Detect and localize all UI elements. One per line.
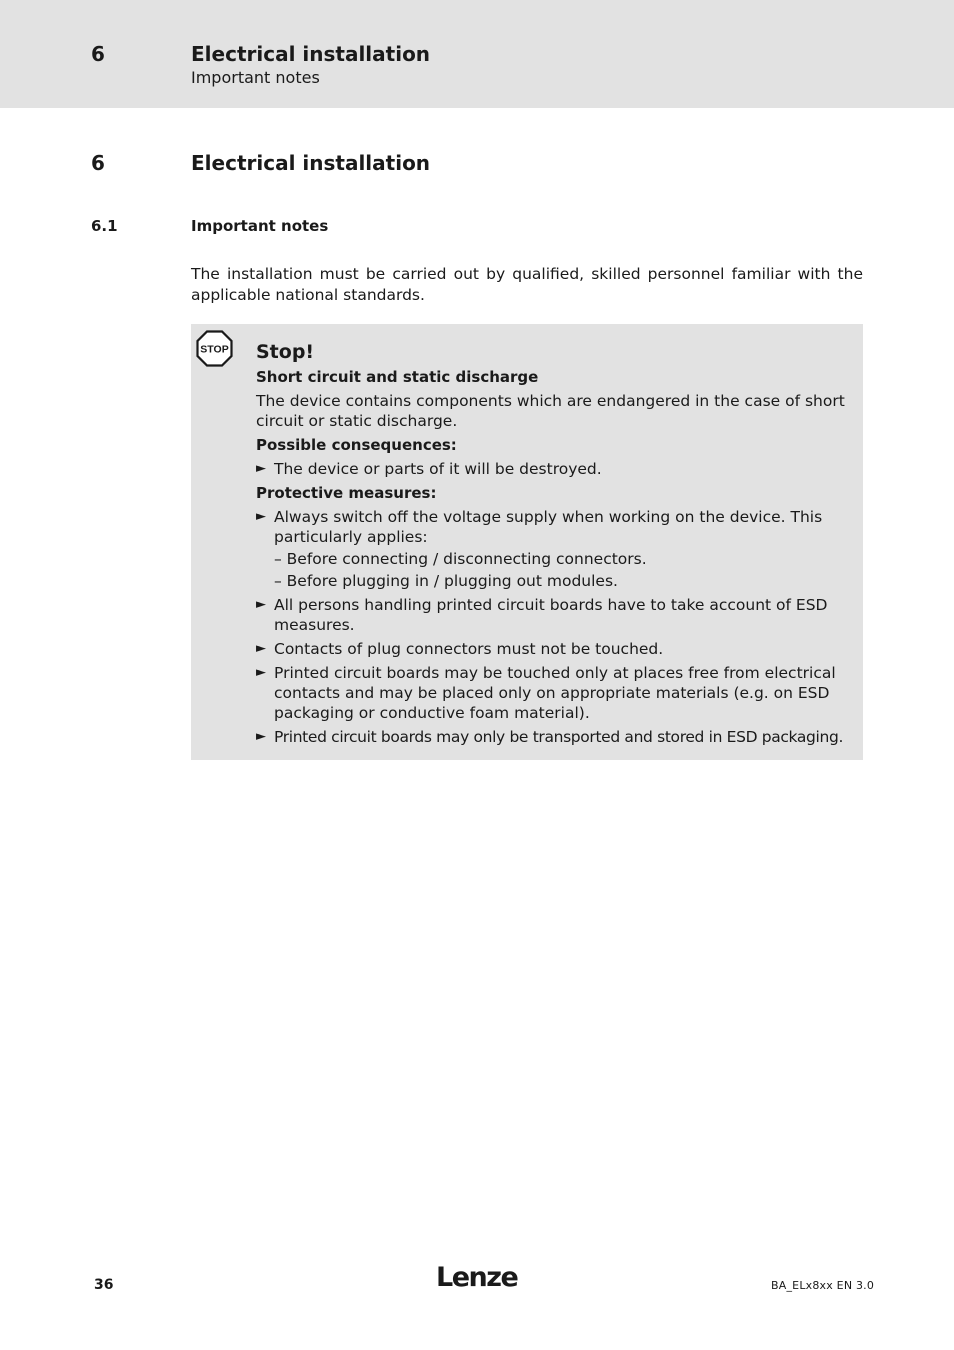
measure-text: All persons handling printed circuit boards have to take account of ESD measures. (274, 596, 828, 634)
measure-text: Always switch off the voltage supply when working on the device. This particularly applies: (274, 508, 823, 546)
stop-sign-icon (196, 330, 233, 367)
document-id: BA_ELx8xx EN 3.0 (771, 1279, 875, 1292)
measure-text: Printed circuit boards may be touched only at places free from electrical contacts and may be placed only on appropriate materials (e.g. on ESD packaging or conductive foam material). (274, 664, 836, 722)
measures-label: Protective measures: (256, 484, 437, 502)
measure-subitem: – Before plugging in / plugging out modules. (274, 572, 618, 590)
bullet-arrow-icon: ► (256, 641, 266, 656)
stop-sign-label: STOP (200, 343, 229, 356)
consequence-text: The device or parts of it will be destroyed. (274, 460, 602, 478)
measure-item (256, 663, 856, 723)
section-title: Important notes (191, 217, 329, 235)
header-band (0, 0, 954, 108)
stop-content (256, 338, 856, 751)
measure-subitem: – Before connecting / disconnecting connectors. (274, 550, 647, 568)
consequence-item (256, 459, 856, 479)
bullet-arrow-icon: ► (256, 509, 266, 524)
header-chapter-number: 6 (91, 42, 105, 66)
chapter-number: 6 (91, 151, 105, 175)
bullet-arrow-icon: ► (256, 461, 266, 476)
measure-item (256, 727, 856, 747)
bullet-arrow-icon: ► (256, 729, 266, 744)
header-subtitle: Important notes (191, 68, 320, 87)
section-number: 6.1 (91, 217, 118, 235)
stop-warning-box (191, 324, 863, 760)
intro-paragraph: The installation must be carried out by qualified, skilled personnel familiar with the applicable national standards. (191, 265, 863, 304)
stop-title: Stop! (256, 341, 315, 363)
consequences-label: Possible consequences: (256, 436, 457, 454)
chapter-title: Electrical installation (191, 151, 431, 175)
header-chapter-title: Electrical installation (191, 42, 431, 66)
measure-item (256, 595, 856, 635)
page-number: 36 (94, 1277, 114, 1293)
bullet-arrow-icon: ► (256, 597, 266, 612)
measure-text: Printed circuit boards may only be transported and stored in ESD packaging. (274, 728, 844, 746)
measure-item (256, 639, 856, 659)
stop-subheading: Short circuit and static discharge (256, 368, 539, 386)
lenze-logo: Lenze (436, 1262, 518, 1293)
bullet-arrow-icon: ► (256, 665, 266, 680)
stop-description: The device contains components which are endangered in the case of short circuit or static discharge. (256, 392, 845, 430)
measure-item (256, 507, 856, 591)
measure-text: Contacts of plug connectors must not be touched. (274, 640, 664, 658)
